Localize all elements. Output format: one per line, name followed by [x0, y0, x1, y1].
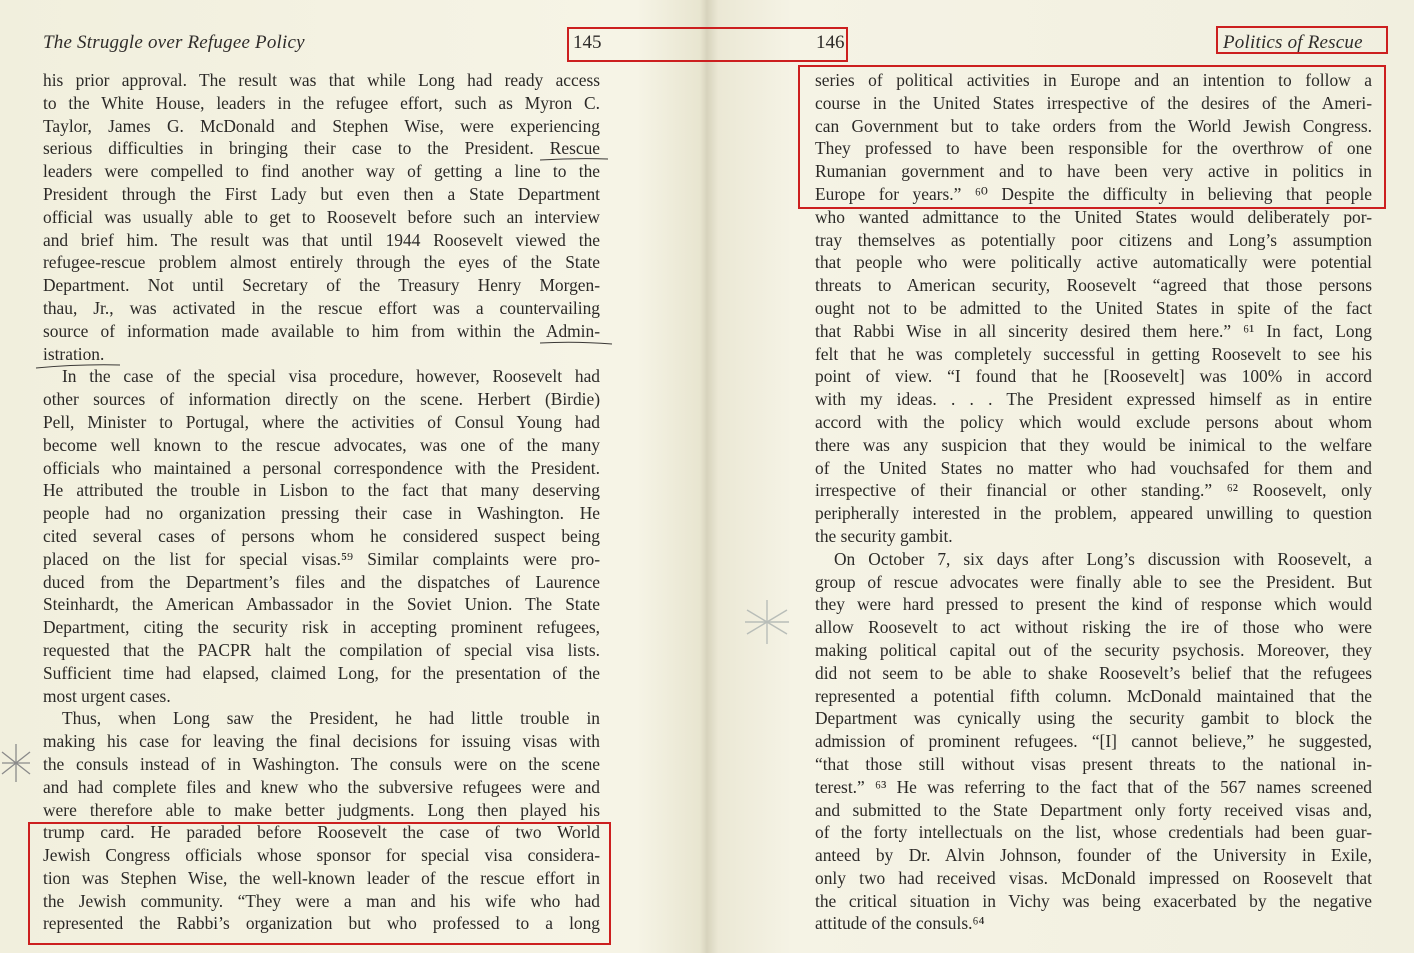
text-line: can Government but to take orders from the World Jewish Congress.	[815, 115, 1372, 136]
text-line: serious difficulties in bringing their case to the President. Rescue	[43, 138, 600, 159]
text-line: represented the Rabbi’s organization but who professed to a long	[43, 913, 600, 934]
text-line: terest.” ⁶³ He was referring to the fact that of the 567 names screened	[815, 776, 1372, 797]
text-line: the security gambit.	[815, 525, 953, 546]
text-line: with my ideas. . . . The President expressed himself as in entire	[815, 389, 1372, 410]
text-line: they were hard pressed to present the kind of response which would	[815, 594, 1372, 615]
text-line: represented a potential fifth column. McDonald maintained that the	[815, 685, 1372, 706]
text-line: source of information made available to him from within the Admin-	[43, 320, 600, 341]
text-line: thau, Jr., was activated in the rescue effort was a countervailing	[43, 297, 600, 318]
text-line: Thus, when Long saw the President, he had little trouble in	[62, 708, 600, 729]
text-line: were therefore able to make better judgments. Long then played his	[43, 799, 600, 820]
text-line: other sources of information directly on the scene. Herbert (Birdie)	[43, 389, 600, 410]
text-line: officials who maintained a personal correspondence with the President.	[43, 457, 600, 478]
text-line: and brief him. The result was that until 1944 Roosevelt viewed the	[43, 229, 600, 250]
text-line: Taylor, James G. McDonald and Stephen Wise, were experiencing	[43, 115, 600, 136]
text-line: Steinhardt, the American Ambassador in the Soviet Union. The State	[43, 594, 600, 615]
text-line: Europe for years.” ⁶⁰ Despite the difficulty in believing that people	[815, 183, 1372, 204]
text-line: point of view. “I found that he [Roosevelt] was 100% in accord	[815, 366, 1372, 387]
text-line: making his case for leaving the final decisions for issuing visas with	[43, 731, 600, 752]
text-line: Rumanian government and to have been very active in politics in	[815, 161, 1372, 182]
text-line: course in the United States irrespective of the desires of the Ameri-	[815, 92, 1372, 113]
text-line: “that those still without visas present threats to the national in-	[815, 753, 1372, 774]
text-line: that Rabbi Wise in all sincerity desired them here.” ⁶¹ In fact, Long	[815, 320, 1372, 341]
left-body-text	[43, 69, 600, 935]
text-line: people had no organization pressing their case in Washington. He	[43, 503, 600, 524]
text-line: did not seem to be able to shake Roosevelt’s belief that the refugees	[815, 662, 1372, 683]
text-line: On October 7, six days after Long’s discussion with Roosevelt, a	[834, 548, 1372, 569]
text-line: They professed to have been responsible for the overthrow of one	[815, 138, 1372, 159]
text-line: istration.	[43, 343, 105, 364]
text-line: duced from the Department’s files and the dispatches of Laurence	[43, 571, 600, 592]
text-line: tray themselves as potentially poor citizens and Long’s assumption	[815, 229, 1372, 250]
asterisk-margin-mark	[743, 598, 793, 648]
text-line: there was any suspicion that they would be inimical to the welfare	[815, 434, 1372, 455]
text-line: who wanted admittance to the United States would deliberately por-	[815, 206, 1372, 227]
text-line: cited several cases of persons whom he considered suspect being	[43, 525, 600, 546]
text-line: accord with the policy which would exclude persons about whom	[815, 411, 1372, 432]
text-line: leaders were compelled to find another way of getting a line to the	[43, 161, 600, 182]
text-line: Jewish Congress officials whose sponsor for special visa considera-	[43, 845, 600, 866]
text-line: and submitted to the State Department only forty received visas and,	[815, 799, 1372, 820]
text-line: Department was cynically using the security gambit to block the	[815, 708, 1372, 729]
right-body-text	[815, 69, 1372, 935]
text-line: felt that he was completely successful in getting Roosevelt to see his	[815, 343, 1372, 364]
text-line: trump card. He paraded before Roosevelt the case of two World	[43, 822, 600, 843]
right-running-title: Politics of Rescue	[1223, 32, 1363, 53]
text-line: peripherally interested in the problem, appeared unwilling to question	[815, 503, 1372, 524]
text-line: tion was Stephen Wise, the well-known leader of the rescue effort in	[43, 867, 600, 888]
right-page	[707, 0, 1414, 953]
right-page-number: 146	[816, 32, 845, 53]
text-line: Department. Not until Secretary of the Treasury Henry Morgen-	[43, 275, 600, 296]
left-page-number: 145	[573, 32, 602, 53]
text-line: making political capital out of the security psychosis. Moreover, they	[815, 639, 1372, 660]
text-line: of the forty intellectuals on the list, whose credentials had been guar-	[815, 822, 1372, 843]
text-line: In the case of the special visa procedure, however, Roosevelt had	[62, 366, 600, 387]
text-line: that people who were politically active automatically were potential	[815, 252, 1372, 273]
text-line: allow Roosevelt to act without risking the ire of those who were	[815, 617, 1372, 638]
text-line: his prior approval. The result was that while Long had ready access	[43, 70, 600, 90]
text-line: of the United States no matter who had vouchsafed for them and	[815, 457, 1372, 478]
text-line: Pell, Minister to Portugal, where the activities of Consul Young had	[43, 411, 600, 432]
text-line: Department, citing the security risk in accepting prominent refugees,	[43, 617, 600, 638]
text-line: ought not to be admitted to the United States in spite of the fact	[815, 297, 1372, 318]
asterisk-margin-mark	[0, 742, 34, 786]
text-line: attitude of the consuls.⁶⁴	[815, 913, 985, 934]
text-line: the consuls instead of in Washington. The consuls were on the scene	[43, 753, 600, 774]
text-line: only two had received visas. McDonald impressed on Roosevelt that	[815, 867, 1372, 888]
text-line: Sufficient time had elapsed, claimed Long, for the presentation of the	[43, 662, 600, 683]
text-line: group of rescue advocates were finally able to see the President. But	[815, 571, 1372, 592]
text-line: refugee-rescue problem almost entirely through the eyes of the State	[43, 252, 600, 273]
text-line: the Jewish community. “They were a man and his wife who had	[43, 890, 600, 911]
text-line: to the White House, leaders in the refugee effort, such as Myron C.	[43, 92, 600, 113]
text-line: He attributed the trouble in Lisbon to the fact that many deserving	[43, 480, 600, 501]
text-line: become well known to the rescue advocates, was one of the many	[43, 434, 600, 455]
text-line: threats to American security, Roosevelt “agreed that those persons	[815, 275, 1372, 296]
text-line: placed on the list for special visas.⁵⁹ Similar complaints were pro-	[43, 548, 600, 569]
text-line: President through the First Lady but even then a State Department	[43, 183, 600, 204]
text-line: the critical situation in Vichy was being exacerbated by the negative	[815, 890, 1372, 911]
text-line: and had complete files and knew who the subversive refugees were and	[43, 776, 600, 797]
text-line: admission of prominent refugees. “[I] cannot believe,” he suggested,	[815, 731, 1372, 752]
left-running-title: The Struggle over Refugee Policy	[43, 32, 305, 53]
text-line: most urgent cases.	[43, 685, 171, 706]
text-line: requested that the PACPR halt the compilation of special visa lists.	[43, 639, 600, 660]
text-line: series of political activities in Europe and an intention to follow a	[815, 70, 1372, 90]
text-line: irrespective of their financial or other standing.” ⁶² Roosevelt, only	[815, 480, 1372, 501]
text-line: official was usually able to get to Roosevelt before such an interview	[43, 206, 600, 227]
text-line: anteed by Dr. Alvin Johnson, founder of the University in Exile,	[815, 845, 1372, 866]
